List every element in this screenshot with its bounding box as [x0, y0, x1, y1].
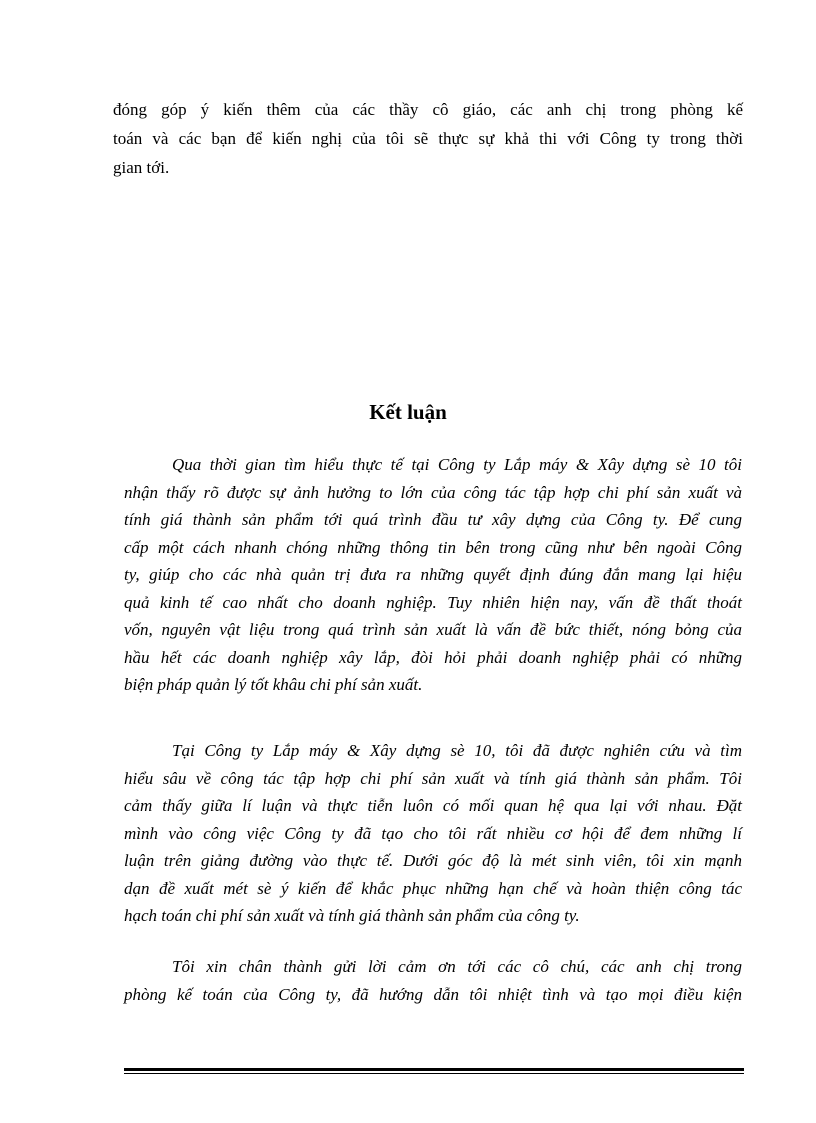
paragraph-line: dạn đề xuất mét sè ý kiến để khắc phục những hạn chế và hoàn thiện công tác: [124, 878, 742, 898]
intro-paragraph: [113, 95, 743, 182]
paragraph-line: biện pháp quản lý tốt khâu chi phí sản xuất.: [124, 675, 423, 694]
intro-line: toán và các bạn để kiến nghị của tôi sẽ thực sự khả thi với Công ty trong thời: [113, 129, 743, 148]
paragraph-line: Tại Công ty Lắp máy & Xây dựng sè 10, tôi đã được nghiên cứu và tìm: [172, 741, 742, 760]
conclusion-paragraph-1: [124, 451, 742, 699]
paragraph-line: cảm thấy giữa lí luận và thực tiễn luôn có mối quan hệ qua lại với nhau. Đặt: [124, 796, 742, 815]
paragraph-line: Qua thời gian tìm hiểu thực tế tại Công ty Lắp máy & Xây dựng sè 10 tôi: [172, 455, 742, 474]
paragraph-line: tính giá thành sản phẩm tới quá trình đầu tư xây dựng của Công ty. Để cung: [124, 510, 742, 529]
paragraph-line: phòng kế toán của Công ty, đã hướng dẫn tôi nhiệt tình và tạo mọi điều kiện: [124, 984, 742, 1004]
intro-line: đóng góp ý kiến thêm của các thầy cô giáo, các anh chị trong phòng kế: [113, 100, 743, 119]
paragraph-line: quả kinh tế cao nhất cho doanh nghiệp. Tuy nhiên hiện nay, vấn đề thất thoát: [124, 592, 742, 612]
paragraph-line: hạch toán chi phí sản xuất và tính giá thành sản phẩm của công ty.: [124, 906, 580, 925]
paragraph-line: Tôi xin chân thành gửi lời cảm ơn tới các cô chú, các anh chị trong: [172, 957, 742, 976]
paragraph-line: mình vào công việc Công ty đã tạo cho tôi rất nhiều cơ hội để đem những lí: [124, 823, 742, 843]
paragraph-line: cấp một cách nhanh chóng những thông tin bên trong cũng như bên ngoài Công: [124, 537, 742, 557]
conclusion-paragraph-3: [124, 953, 742, 1008]
paragraph-line: luận trên giảng đường vào thực tế. Dưới góc độ là mét sinh viên, tôi xin mạnh: [124, 851, 742, 870]
paragraph-line: hiểu sâu về công tác tập hợp chi phí sản xuất và tính giá thành sản phẩm. Tôi: [124, 768, 742, 788]
paragraph-line: ty, giúp cho các nhà quản trị đưa ra những quyết định đúng đắn mang lại hiệu: [124, 565, 742, 584]
intro-line: gian tới.: [113, 158, 170, 177]
conclusion-paragraph-2: [124, 737, 742, 930]
paragraph-line: hầu hết các doanh nghiệp xây lắp, đòi hỏi phải doanh nghiệp phải có những: [124, 647, 742, 667]
paragraph-line: vốn, nguyên vật liệu trong quá trình sản xuất là vấn đề bức thiết, nóng bỏng của: [124, 620, 742, 639]
conclusion-heading: Kết luận: [369, 400, 447, 424]
footer-double-rule: [124, 1068, 744, 1074]
paragraph-line: nhận thấy rõ được sự ảnh hưởng to lớn của công tác tập hợp chi phí sản xuất và: [124, 482, 742, 502]
